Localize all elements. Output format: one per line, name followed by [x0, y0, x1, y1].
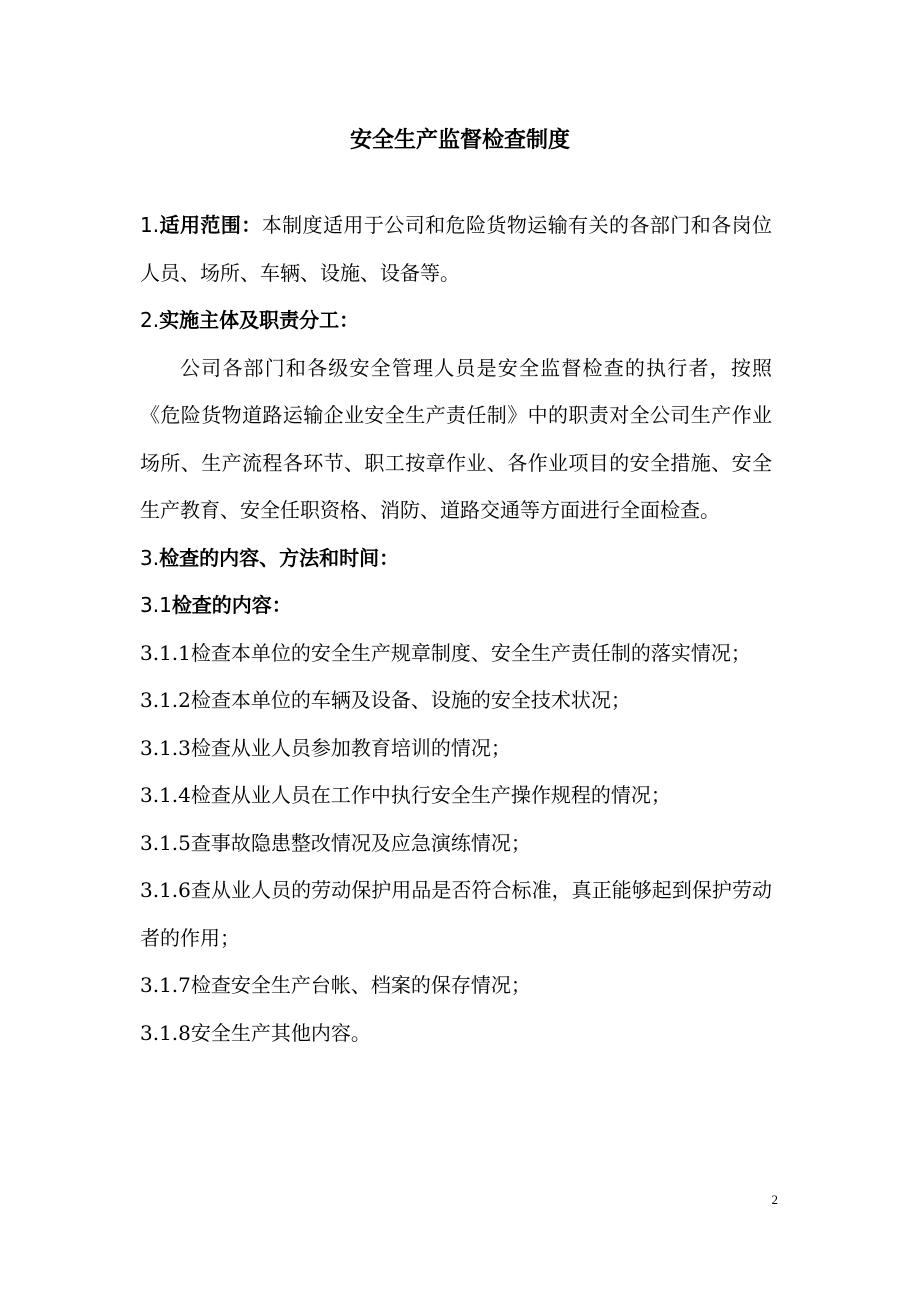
item-number: 3.1.6 — [140, 878, 191, 902]
section-2-label: 实施主体及职责分工： — [159, 308, 360, 332]
item-text: 检查从业人员参加教育培训的情况； — [190, 735, 511, 760]
list-item — [140, 630, 772, 678]
item-number: 3.1.3 — [140, 735, 191, 760]
item-number: 3.1.2 — [140, 688, 191, 712]
section-3 — [140, 535, 772, 583]
list-item — [140, 772, 772, 820]
item-text: 查事故隐患整改情况及应急演练情况； — [190, 830, 531, 855]
item-number: 3.1.5 — [140, 830, 191, 855]
section-1 — [140, 202, 772, 297]
section-3-1 — [140, 582, 772, 630]
list-item — [140, 677, 772, 725]
list-item — [140, 1010, 772, 1058]
item-text: 检查从业人员在工作中执行安全生产操作规程的情况； — [190, 783, 671, 807]
item-number: 3.1.4 — [140, 783, 191, 807]
item-text: 检查本单位的安全生产规章制度、安全生产责任制的落实情况； — [190, 640, 751, 665]
section-2-body: 公司各部门和各级安全管理人员是安全监督检查的执行者，按照《危险货物道路运输企业安全生产责任制》中的职责对全公司生产作业场所、生产流程各环节、职工按章作业、各作业项目的安全措施、安全生产教育、安全任职资格、消防、道路交通等方面进行全面检查。 — [140, 355, 772, 522]
item-text: 查从业人员的劳动保护用品是否符合标准，真正能够起到保护劳动者的作用； — [140, 878, 772, 950]
item-text: 安全生产其他内容。 — [190, 1020, 371, 1045]
list-item — [140, 867, 772, 962]
list-item — [140, 725, 772, 773]
item-number: 3.1.7 — [140, 973, 191, 997]
section-1-text: 本制度适用于公司和危险货物运输有关的各部门和各岗位人员、场所、车辆、设施、设备等。 — [140, 213, 773, 285]
page-number: 2 — [771, 1192, 778, 1207]
document-title: 安全生产监督检查制度 — [349, 128, 570, 153]
section-3-label: 检查的内容、方法和时间： — [159, 545, 400, 570]
section-3-1-number: 3.1 — [140, 593, 172, 617]
section-1-number: 1. — [140, 213, 160, 237]
item-number: 3.1.1 — [140, 640, 191, 665]
list-item — [140, 820, 772, 868]
section-2 — [140, 297, 772, 345]
document-body — [140, 202, 772, 1057]
section-2-number: 2. — [140, 308, 160, 332]
section-3-number: 3. — [140, 545, 160, 570]
item-number: 3.1.8 — [140, 1020, 191, 1045]
list-item — [140, 962, 772, 1010]
item-text: 检查本单位的车辆及设备、设施的安全技术状况； — [190, 688, 631, 712]
item-text: 检查安全生产台帐、档案的保存情况； — [190, 973, 531, 997]
section-1-label: 适用范围： — [159, 213, 262, 237]
section-3-1-label: 检查的内容： — [171, 593, 292, 617]
